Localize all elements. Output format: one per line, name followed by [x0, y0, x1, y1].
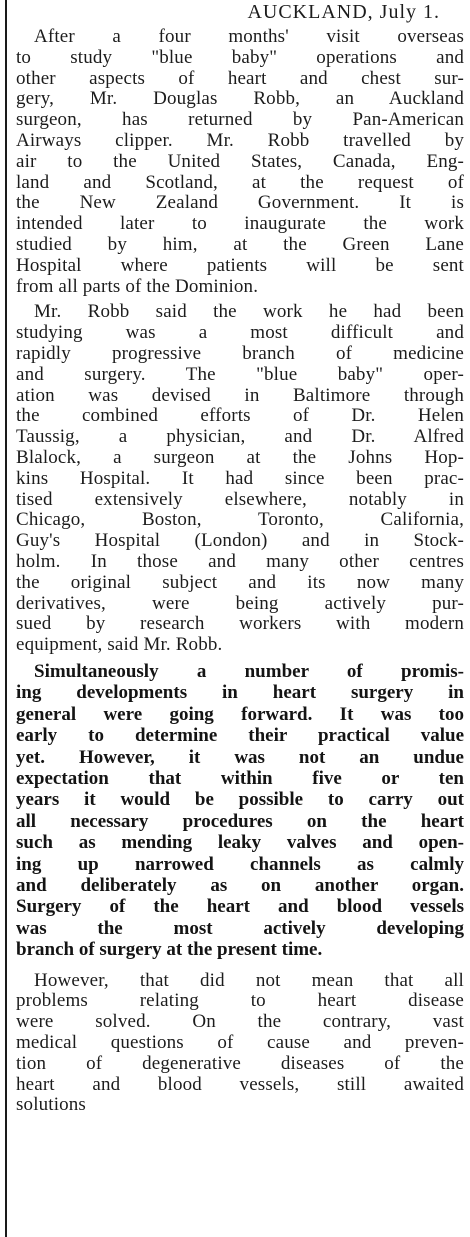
- paragraph-2: [16, 302, 464, 656]
- text-line: to study "blue baby" operations and: [16, 46, 464, 68]
- text-line: ing up narrowed channels as calmly: [16, 853, 464, 875]
- text-line: such as mending leaky valves and open-: [16, 832, 464, 854]
- text-line: air to the United States, Canada, Eng-: [16, 150, 464, 172]
- text-line: early to determine their practical value: [16, 725, 464, 747]
- text-line: solutions: [16, 1094, 86, 1116]
- text-line: other aspects of heart and chest sur-: [16, 67, 464, 89]
- text-line: intended later to inaugurate the work: [16, 213, 464, 235]
- text-line: gery, Mr. Douglas Robb, an Auckland: [16, 88, 464, 110]
- text-line: and surgery. The "blue baby" oper-: [16, 363, 464, 385]
- text-line: heart and blood vessels, still awaited: [16, 1073, 464, 1095]
- text-line: land and Scotland, at the request of: [16, 171, 464, 193]
- text-line: studied by him, at the Green Lane: [16, 233, 464, 255]
- paragraph-3: [16, 661, 464, 961]
- text-line: derivatives, were being actively pur-: [16, 592, 464, 614]
- text-line: Mr. Robb said the work he had been: [34, 301, 464, 323]
- text-line: expectation that within five or ten: [16, 767, 464, 789]
- text-line: ing developments in heart surgery in: [16, 682, 464, 704]
- text-line: yet. However, it was not an undue: [16, 746, 464, 768]
- text-line: general were going forward. It was too: [16, 703, 464, 725]
- text-line: After a four months' visit overseas: [34, 26, 464, 47]
- text-line: Taussig, a physician, and Dr. Alfred: [16, 426, 464, 448]
- text-line: ation was devised in Baltimore through: [16, 384, 464, 406]
- text-line: Blalock, a surgeon at the Johns Hop-: [16, 446, 464, 468]
- article-body: [16, 0, 464, 1121]
- column-rule: [5, 0, 7, 1237]
- text-line: surgeon, has returned by Pan-American: [16, 109, 464, 131]
- text-line: the New Zealand Government. It is: [16, 192, 464, 214]
- paragraph-1: [16, 27, 464, 297]
- text-line: Chicago, Boston, Toronto, California,: [16, 509, 464, 531]
- text-line: kins Hospital. It had since been prac-: [16, 467, 464, 489]
- text-line: sued by research workers with modern: [16, 613, 464, 635]
- text-line: and deliberately as on another organ.: [16, 874, 464, 896]
- text-line: Surgery of the heart and blood vessels: [16, 896, 464, 918]
- text-line: rapidly progressive branch of medicine: [16, 342, 464, 364]
- text-line: all necessary procedures on the heart: [16, 810, 464, 832]
- dateline: AUCKLAND, July 1.: [247, 1, 440, 23]
- text-line: problems relating to heart disease: [16, 990, 464, 1012]
- text-line: Simultaneously a number of promis-: [34, 660, 464, 682]
- text-line: However, that did not mean that all: [34, 969, 464, 991]
- text-line: Hospital where patients will be sent: [16, 254, 464, 276]
- text-line: were solved. On the contrary, vast: [16, 1011, 464, 1033]
- text-line: equipment, said Mr. Robb.: [16, 634, 223, 656]
- text-line: holm. In those and many other centres: [16, 550, 464, 572]
- text-line: the combined efforts of Dr. Helen: [16, 405, 464, 427]
- text-line: tised extensively elsewhere, notably in: [16, 488, 464, 510]
- text-line: years it would be possible to carry out: [16, 789, 464, 811]
- text-line: studying was a most difficult and: [16, 322, 464, 344]
- text-line: branch of surgery at the present time.: [16, 939, 323, 961]
- text-line: medical questions of cause and preven-: [16, 1031, 464, 1053]
- paragraph-4: [16, 971, 464, 1117]
- text-line: from all parts of the Dominion.: [16, 275, 259, 297]
- text-line: the original subject and its now many: [16, 571, 464, 593]
- text-line: Guy's Hospital (London) and in Stock-: [16, 530, 464, 552]
- text-line: was the most actively developing: [16, 917, 464, 939]
- text-line: Airways clipper. Mr. Robb travelled by: [16, 129, 464, 151]
- text-line: tion of degenerative diseases of the: [16, 1052, 464, 1074]
